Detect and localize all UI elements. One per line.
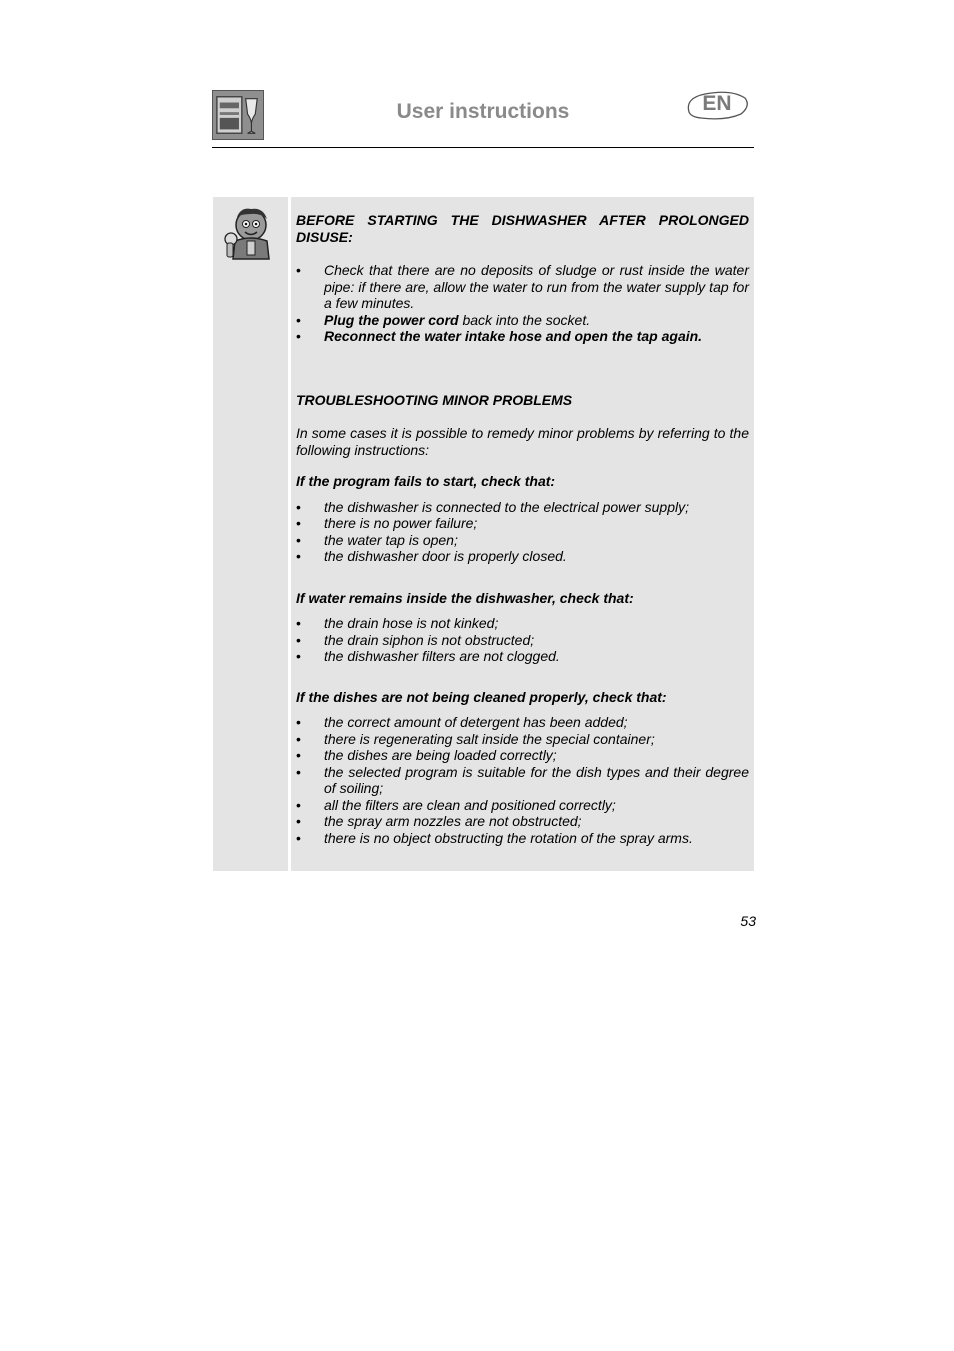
list-item: • all the filters are clean and positioned correctly;: [296, 796, 616, 813]
subheading-program-fails: If the program fails to start, check that:: [296, 473, 556, 489]
list-item: • there is no power failure;: [296, 515, 478, 531]
list-item: • the dishwasher door is properly closed.: [296, 548, 567, 564]
list-item: • the dishwasher filters are not clogged.: [296, 648, 560, 664]
language-label: EN: [702, 92, 732, 115]
bullet-icon: •: [296, 311, 301, 328]
subheading-dishes-not-clean: If the dishes are not being cleaned properly, check that:: [296, 688, 667, 705]
page-title: User instructions: [396, 100, 570, 123]
subheading-water-remains: If water remains inside the dishwasher, check that:: [296, 589, 634, 606]
bullet-icon: •: [296, 615, 301, 631]
bullet-icon: •: [296, 328, 301, 344]
list-item: • the dishwasher is connected to the electrical power supply;: [296, 498, 689, 515]
instructions-content: [296, 212, 749, 846]
list-item: • the correct amount of detergent has been added;: [296, 714, 628, 730]
bullet-icon: •: [296, 747, 301, 763]
list-item: • the drain hose is not kinked;: [296, 615, 499, 631]
bullet-icon: •: [296, 498, 301, 515]
bullet-icon: •: [296, 548, 301, 564]
list-item: • there is no object obstructing the rotation of the spray arms.: [296, 829, 693, 846]
section-heading-before-starting: BEFORE STARTING THE DISHWASHER AFTER PROLONGED DISUSE:: [296, 212, 749, 245]
bullet-icon: •: [296, 531, 301, 548]
panel-sidebar: [213, 197, 288, 871]
water-remains-list: [296, 615, 749, 665]
list-item: • Reconnect the water intake hose and open the tap again.: [296, 328, 703, 344]
header-divider: [212, 147, 754, 148]
before-starting-list: [296, 262, 749, 345]
bullet-icon: •: [296, 829, 301, 846]
list-item: • the selected program is suitable for the dish types and their degree of soiling;: [296, 763, 749, 796]
list-item: • the spray arm nozzles are not obstructed;: [296, 813, 582, 829]
section-heading-troubleshooting: TROUBLESHOOTING MINOR PROBLEMS: [296, 391, 573, 408]
technician-mascot-icon: [223, 205, 275, 261]
bullet-icon: •: [296, 262, 301, 278]
bullet-icon: •: [296, 631, 301, 648]
list-item: • there is regenerating salt inside the special container;: [296, 730, 655, 747]
bullet-icon: •: [296, 730, 301, 747]
bullet-icon: •: [296, 648, 301, 664]
troubleshooting-intro: In some cases it is possible to remedy minor problems by referring to the following instructions:: [296, 425, 749, 458]
list-item: • the drain siphon is not obstructed;: [296, 631, 535, 648]
bullet-icon: •: [296, 515, 301, 531]
bullet-icon: •: [296, 714, 301, 730]
bullet-icon: •: [296, 763, 301, 780]
dishes-not-clean-list: [296, 714, 749, 846]
bullet-icon: •: [296, 796, 301, 813]
list-item: • the water tap is open;: [296, 531, 458, 548]
page-number: 53: [740, 913, 756, 929]
bullet-icon: •: [296, 813, 301, 829]
program-fails-list: [296, 499, 749, 565]
list-item: • Check that there are no deposits of sludge or rust inside the water pipe: if there are, allow the water to run from the water supply tap for a few minutes.: [296, 262, 749, 311]
list-item: • Plug the power cord back into the socket.: [296, 311, 591, 328]
list-item: • the dishes are being loaded correctly;: [296, 747, 557, 763]
